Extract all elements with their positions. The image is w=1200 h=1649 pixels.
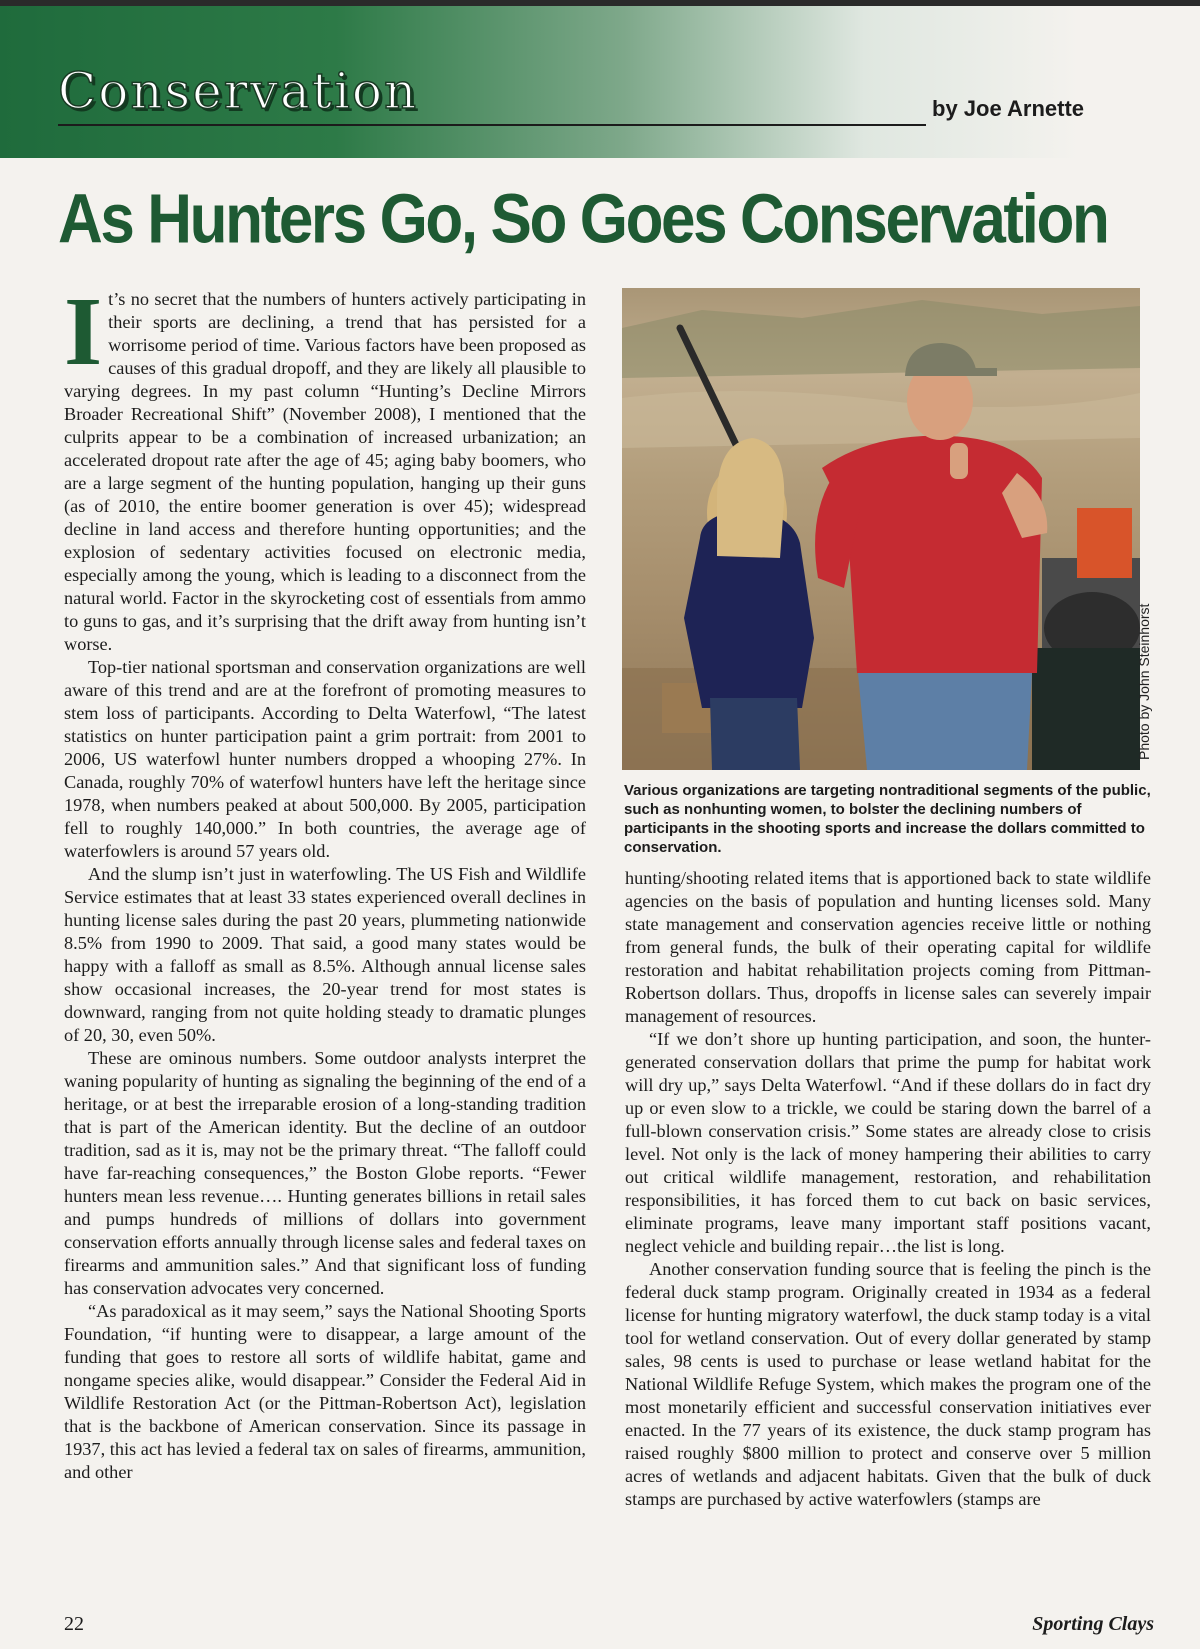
article-paragraph: These are ominous numbers. Some outdoor analysts interpret the waning popularity of hunting as signaling the beginning of the end of a heritage, or at best the irreparable erosion of a long-standing tradition that is part of the American identity. But the decline of an outdoor tradition, sad as it is, may not be the primary threat. “The falloff could have far-reaching consequences,” the Boston Globe reports. “Fewer hunters mean less revenue…. Hunting generates billions in retail sales and pumps hundreds of millions of dollars into government conservation efforts annually through license sales and federal taxes on firearms and ammunition sales.” And that significant loss of funding has conservation advocates very concerned. [64,1048,586,1298]
article-paragraph: “As paradoxical as it may seem,” says the National Shooting Sports Foundation, “if hunting were to disappear, a large amount of the funding that goes to restore all sorts of wildlife habitat, game and nongame species alike, would disappear.” Consider the Federal Aid in Wildlife Restoration Act (or the Pittman-Robertson Act), legislation that is the backbone of American conservation. Since its passage in 1937, this act has levied a federal tax on sales of firearms, ammunition, and other [64,1301,586,1482]
page-number: 22 [64,1613,84,1635]
article-paragraph: And the slump isn’t just in waterfowling. The US Fish and Wildlife Service estimates that at least 33 states experienced overall declines in hunting license sales during the past 20 years, plummeting nationwide 8.5% from 1990 to 2009. That said, a good many states would be happy with a falloff as small as 8.5%. Although annual license sales show occasional increases, the 20-year trend for most states is downward, ranging from not quite holding steady to dramatic plunges of 20, 30, even 50%. [64,864,586,1045]
byline: by Joe Arnette [932,96,1085,121]
article-paragraph: It’s no secret that the numbers of hunters actively participating in their sports are declining, a trend that has persisted for a worrisome period of time. Various factors have been proposed as causes of this gradual dropoff, and they are likely all plausible to varying degrees. In my past column “Hunting’s Decline Mirrors Broader Recreational Shift” (November 2008), I mentioned that the culprits appear to be a combination of increased urbanization; an accelerated dropout rate after the age of 45; aging baby boomers, who are a large segment of the hunting population, hanging up their guns (as of 2010, the entire boomer generation is over 45); widespread decline in land access and therefore hunting opportunities; and the explosion of sedentary activities focused on electronic media, especially among the young, which is leading to a disconnect from the natural world. Factor in the skyrocketing cost of essentials from ammo to guns to gas, and it’s surprising that the drift away from hunting isn’t worse. [64,288,586,654]
section-title: Conservation [58,62,419,120]
article-paragraph: Another conservation funding source that is feeling the pinch is the federal duck stamp program. Originally created in 1934 as a federal license for hunting migratory waterfowl, the duck stamp today is a vital tool for wetland conservation. Out of every dollar generated by stamp sales, 98 cents is used to purchase or lease wetland habitat for the National Wildlife Refuge System, which makes the program one of the most monetarily efficient and successful conservation initiatives ever enacted. In the 77 years of its existence, the duck stamp program has raised roughly $800 million to protect and conserve over 5 million acres of wetlands and adjacent habitats. Given that the bulk of duck stamps are purchased by active waterfowlers (stamps are [625,1259,1151,1509]
article-column-right [625,867,1151,1564]
photo-illustration [622,288,1140,770]
article-paragraph: hunting/shooting related items that is apportioned back to state wildlife agencies on the basis of population and hunting licenses sold. Many state management and conservation agencies receive little or nothing from general funds, the bulk of their operating capital for wildlife restoration and habitat rehabilitation projects coming from Pittman-Robertson dollars. Thus, dropoffs in license sales can severely impair management of resources. [625,868,1151,1026]
drop-cap: I [64,288,103,386]
article-paragraph: “If we don’t shore up hunting participation, and soon, the hunter-generated conservation dollars that prime the pump for habitat work will dry up,” says Delta Waterfowl. “And if these dollars do in fact dry up or even slow to a trickle, we could be staring down the barrel of a full-blown conservation crisis.” Some states are already close to crisis level. Not only is the lack of money hampering their abilities to carry out critical wildlife management, restoration, and rehabilitation responsibilities, it has forced them to cut back on basic services, eliminate programs, leave many important staff positions vacant, neglect vehicle and building repair…the list is long. [625,1029,1151,1256]
article-paragraph: Top-tier national sportsman and conservation organizations are well aware of this trend and are at the forefront of promoting measures to stem loss of participants. According to Delta Waterfowl, “The latest statistics on hunter participation paint a grim portrait: from 2001 to 2006, US waterfowl hunter numbers dropped a whooping 27%. In Canada, roughly 70% of waterfowl hunters have left the heritage since 1978, when numbers peaked at about 500,000. By 2005, participation fell to roughly 140,000.” In both countries, the average age of waterfowlers is around 57 years old. [64,657,586,861]
magazine-name: Sporting Clays [1032,1613,1154,1635]
article-photo [622,288,1140,770]
header-rule [58,124,926,126]
photo-credit: Photo by John Steinhorst [1136,603,1152,760]
photo-caption: Various organizations are targeting nontraditional segments of the public, such as nonhunting women, to bolster the declining numbers of participants in the shooting sports and increase the dollars committed to conservation. [624,782,1151,856]
article-headline: As Hunters Go, So Goes Conservation [58,181,1108,259]
article-column-left [64,288,586,1563]
